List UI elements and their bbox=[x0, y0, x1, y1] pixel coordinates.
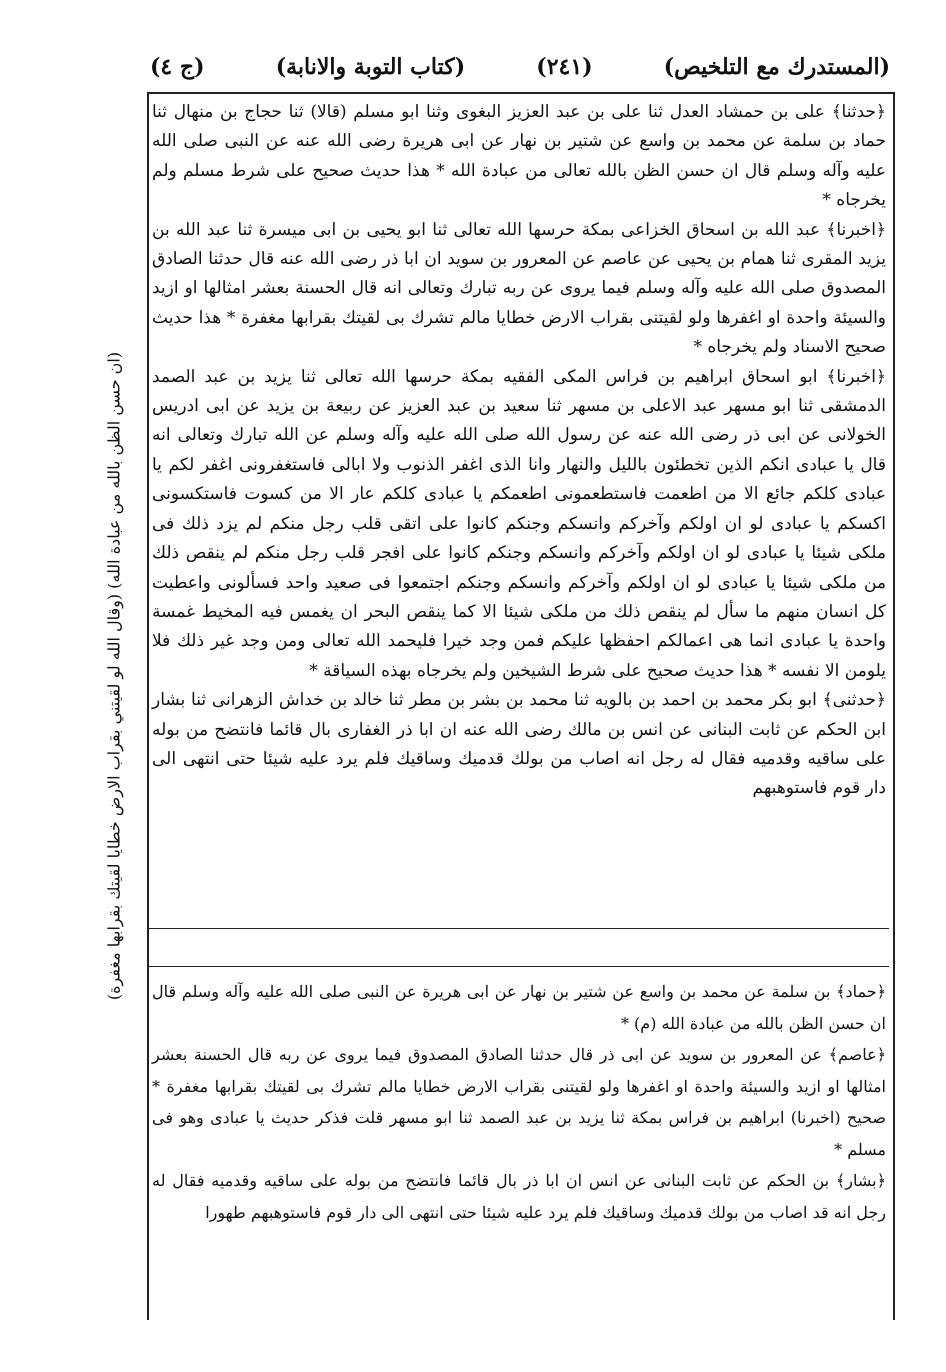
summary-note: ﴿بشار﴾ بن الحكم عن ثابت البنانى عن انس ان ابا ذر بال قائما فانتضح من بوله على ساقيه وقدميه فقال له رجل انه قد اصاب من بولك قدميك وساقيك فلم يرد عليه شيئا حتى انتهى الى دار قوم فاستوهبهم طهورا bbox=[152, 1171, 886, 1222]
summary-notes bbox=[152, 976, 886, 1228]
margin-note-text: (ان حسن الظن بالله من عبادة الله) (وقال الله لو لقيتني بقراب الارض خطايا لقيتك بقرابها مغفرة) bbox=[104, 351, 124, 1001]
divider-line bbox=[149, 966, 889, 967]
hadith-paragraph: ﴿حدثنا﴾ على بن حمشاد العدل ثنا على بن عبد العزيز البغوى وثنا ابو مسلم (قالا) ثنا حجاج بن منهال ثنا حماد بن سلمة عن محمد بن واسع عن شتير بن نهار عن ابى هريرة رضى الله عنه عن النبى صلى الله عليه وآله وسلم قال ان حسن الظن بالله تعالى من عبادة الله * هذا حديث صحيح على شرط مسلم ولم يخرجاه * bbox=[152, 102, 886, 211]
header-page-number: (٢٤١) bbox=[536, 54, 593, 80]
hadith-paragraph: ﴿اخبرنا﴾ عبد الله بن اسحاق الخزاعى بمكة حرسها الله تعالى ثنا ابو يحيى بن ابى ميسرة ثنا عبد الله بن يزيد المقرى ثنا همام بن يحيى عن عاصم عن المعرور بن سويد ان ابا ذر رضى الله عنه قال حدثنا الصادق المصدوق صلى الله عليه وآله وسلم فيما يروى عن ربه تبارك وتعالى انه قال الحسنة بعشر امثالها او ازيد والسيئة واحدة او اغفرها ولو لقيتنى بقراب الارض خطايا مالم تشرك بى لقيتك بقرابها مغفرة * هذا حديث صحيح الاسناد ولم يخرجاه * bbox=[152, 219, 886, 358]
margin-note bbox=[92, 96, 136, 1256]
main-text bbox=[152, 98, 886, 804]
page-header bbox=[150, 44, 890, 90]
hadith-paragraph: ﴿حدثنى﴾ ابو بكر محمد بن احمد بن بالويه ثنا محمد بن بشر بن مطر ثنا خالد بن خداش الزهرانى ثنا بشار ابن الحكم عن ثابت البنانى عن انس بن مالك رضى الله عنه ان ابا ذر الغفارى بال قائما فانتضح من بوله على ساقيه وقدميه فقال له رجل انه اصاب من بولك قدميك وساقيك فلم يرد عليه شيئا حتى انتهى الى دار قوم فاستوهبهم bbox=[152, 690, 886, 799]
header-volume: (ج ٤) bbox=[150, 54, 205, 80]
header-chapter-title: (كتاب التوبة والانابة) bbox=[275, 54, 466, 80]
summary-note: ﴿عاصم﴾ عن المعرور بن سويد عن ابى ذر قال حدثنا الصادق المصدوق فيما يروى عن ربه قال الحسنة بعشر امثالها او ازيد والسيئة واحدة او اغفرها ولو لقيتنى بقراب الارض خطايا مالم تشرك بى لقيتك بقرابها مغفرة * صحيح (اخبرنا) ابراهيم بن فراس بمكة ثنا يزيد بن عبد الصمد ثنا ابو مسهر قلت فذكر حديث يا عبادى وهو فى مسلم * bbox=[152, 1045, 886, 1159]
divider-line bbox=[149, 928, 889, 929]
header-book-title: (المستدرك مع التلخيص) bbox=[663, 54, 890, 80]
hadith-paragraph: ﴿اخبرنا﴾ ابو اسحاق ابراهيم بن فراس المكى الفقيه بمكة حرسها الله تعالى ثنا يزيد بن عبد الصمد الدمشقى ثنا ابو مسهر عبد الاعلى بن مسهر ثنا سعيد بن عبد العزيز عن ربيعة بن يزيد عن ابى ادريس الخولانى عن ابى ذر رضى الله عنه عن رسول الله صلى الله عليه وآله وسلم عن الله تبارك وتعالى انه قال يا عبادى انكم الذين تخطئون بالليل والنهار وانا الذى اغفر الذنوب ولا ابالى فاستغفرونى اغفر لكم يا عبادى كلكم جائع الا من اطعمت فاستطعمونى اطعمكم يا عبادى كلكم عار الا من كسوت فاستكسونى اكسكم يا عبادى لو ان اولكم وآخركم وانسكم وجنكم كانوا على اتقى قلب رجل منكم لم يزد ذلك فى ملكى شيئا يا عبادى لو ان اولكم وآخركم وانسكم وجنكم كانوا على افجر قلب رجل منكم لم ينقص ذلك من ملكى شيئا يا عبادى لو ان اولكم وآخركم وانسكم وجنكم اجتمعوا فى صعيد واحد فسألونى واعطيت كل انسان منهم ما سأل لم ينقص ذلك من ملكى شيئا الا كما ينقص البحر ان يغمس فيه المخيط غمسة واحدة يا عبادى انما هى اعمالكم احفظها عليكم فمن وجد خيرا فليحمد الله تعالى ومن وجد غير ذلك فلا يلومن الا نفسه * هذا حديث صحيح على شرط الشيخين ولم يخرجاه بهذه السياقة * bbox=[152, 366, 886, 681]
summary-note: ﴿حماد﴾ بن سلمة عن محمد بن واسع عن شتير بن نهار عن ابى هريرة عن النبى صلى الله عليه وآله وسلم قال ان حسن الظن بالله من عبادة الله (م) * bbox=[152, 982, 886, 1033]
